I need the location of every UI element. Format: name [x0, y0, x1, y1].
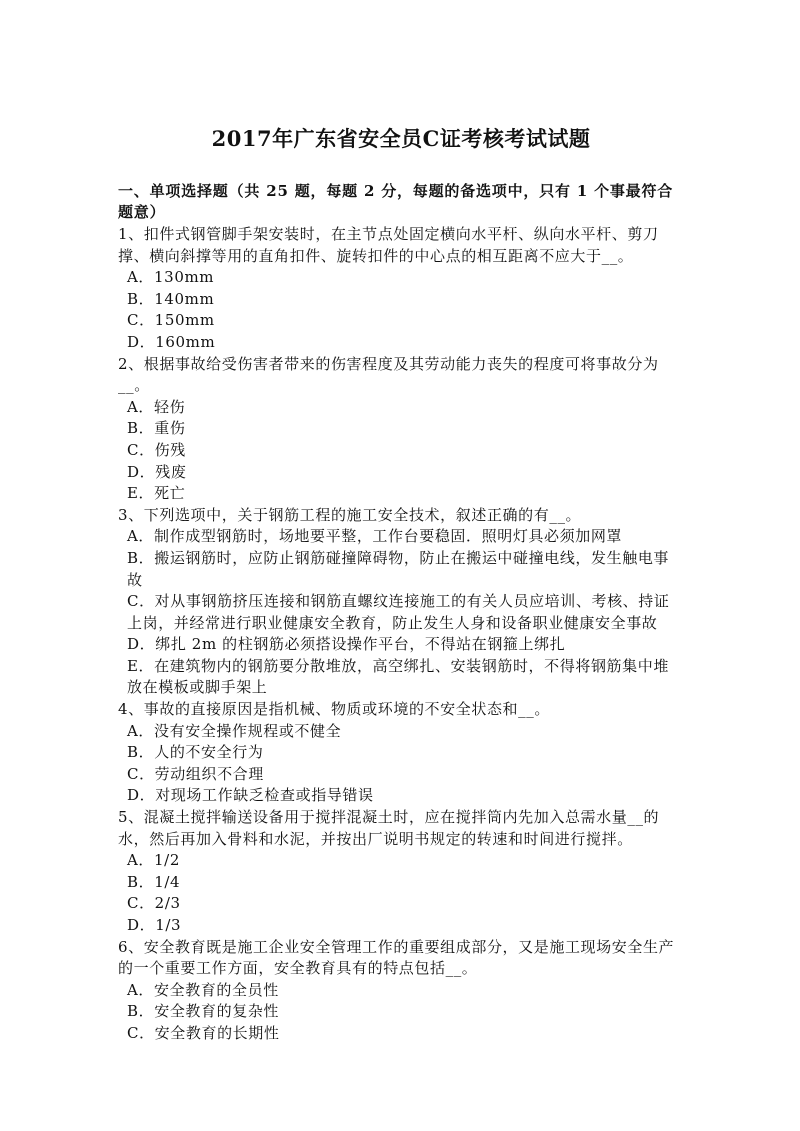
answer-option: B．重伤 [127, 419, 186, 438]
question-stem: 2、根据事故给受伤害者带来的伤害程度及其劳动能力丧失的程度可将事故分为__。 [118, 354, 659, 395]
answer-option: B．安全教育的复杂性 [127, 1002, 280, 1021]
answer-option: A．没有安全操作规程或不健全 [127, 721, 342, 740]
answer-option: D．绑扎 2m 的柱钢筋必须搭设操作平台，不得站在钢箍上绑扎 [127, 635, 566, 654]
answer-option: C．伤残 [127, 440, 186, 459]
question-stem: 1、扣件式钢管脚手架安装时，在主节点处固定横向水平杆、纵向水平杆、剪刀撑、横向斜撑等用的直角扣件、旋转扣件的中心点的相互距离不应大于__。 [118, 225, 659, 265]
answer-option: E．死亡 [127, 484, 186, 503]
answer-option: A．1/2 [127, 851, 180, 870]
answer-option: A．130mm [127, 268, 215, 287]
answer-option: D．对现场工作缺乏检查或指导错误 [127, 786, 374, 805]
answer-option: B．人的不安全行为 [127, 743, 264, 762]
section-heading: 一、单项选择题（共 25 题，每题 2 分，每题的备选项中，只有 1 个事最符合题意） [118, 182, 674, 221]
answer-option: B．1/4 [127, 872, 181, 891]
question-list [118, 224, 684, 1045]
answer-option: C．劳动组织不合理 [127, 764, 264, 783]
answer-option: A．轻伤 [127, 397, 186, 416]
answer-option: D．160mm [127, 332, 216, 351]
answer-option: B．搬运钢筋时，应防止钢筋碰撞障碍物，防止在搬运中碰撞电线，发生触电事故 [127, 548, 670, 589]
document-title: 2017年广东省安全员C证考核考试试题 [211, 126, 591, 151]
question-stem: 5、混凝土搅拌输送设备用于搅拌混凝土时，应在搅拌筒内先加入总需水量__的水，然后再加入骨料和水泥，并按出厂说明书规定的转速和时间进行搅拌。 [118, 808, 660, 848]
answer-option: A．制作成型钢筋时，场地要平整，工作台要稳固．照明灯具必须加网罩 [127, 527, 623, 546]
answer-option: B．140mm [127, 289, 215, 308]
answer-option: D．1/3 [127, 916, 182, 934]
answer-option: C．2/3 [127, 894, 181, 913]
question-stem: 3、下列选项中，关于钢筋工程的施工安全技术，叙述正确的有__。 [118, 505, 582, 524]
question-stem: 4、事故的直接原因是指机械、物质或环境的不安全状态和__。 [118, 700, 550, 719]
answer-option: C．安全教育的长期性 [127, 1023, 280, 1042]
answer-option: A．安全教育的全员性 [127, 980, 279, 999]
answer-option: C．对从事钢筋挤压连接和钢筋直螺纹连接施工的有关人员应培训、考核、持证上岗，并经常进行职业健康安全教育，防止发生人身和设备职业健康安全事故 [127, 592, 670, 632]
question-stem: 6、安全教育既是施工企业安全管理工作的重要组成部分，又是施工现场安全生产的一个重要工作方面，安全教育具有的特点包括__。 [118, 937, 675, 978]
answer-option: C．150mm [127, 311, 215, 330]
answer-option: E．在建筑物内的钢筋要分散堆放，高空绑扎、安装钢筋时，不得将钢筋集中堆放在模板或脚手架上 [127, 656, 669, 697]
answer-option: D．残废 [127, 462, 187, 481]
